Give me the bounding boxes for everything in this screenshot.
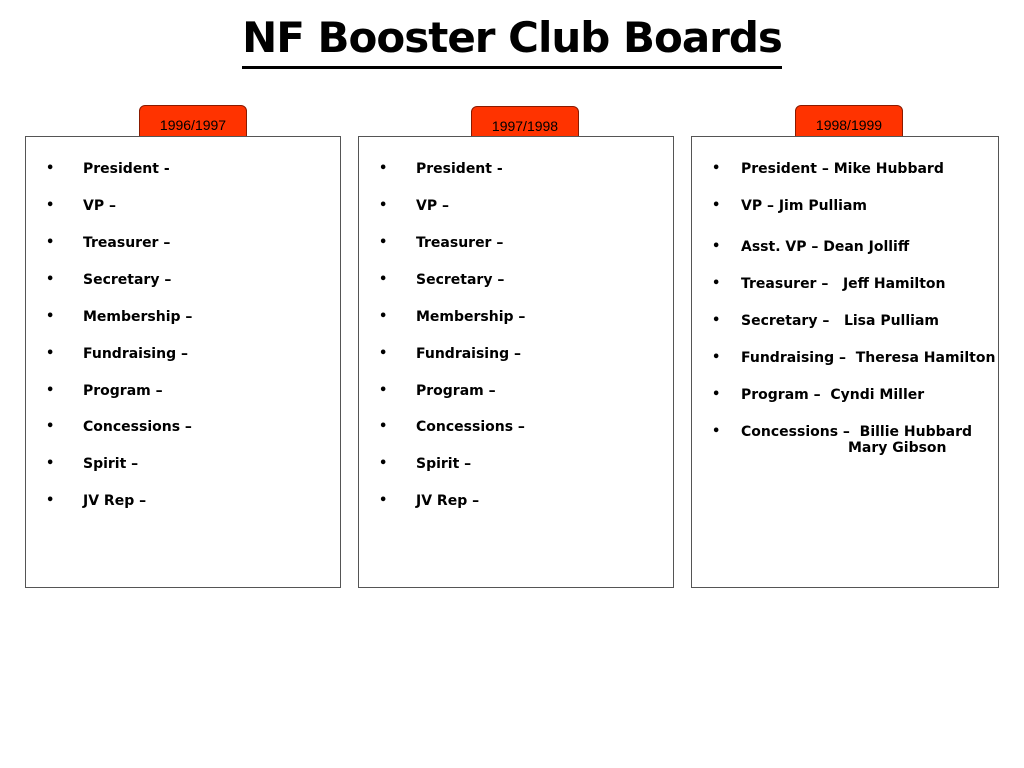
bullet-icon: • xyxy=(46,235,55,250)
bullet-icon: • xyxy=(46,309,55,324)
bullet-icon: • xyxy=(46,456,55,471)
year-label: 1998/1999 xyxy=(815,117,883,133)
bullet-icon: • xyxy=(379,456,388,471)
bullet-icon: • xyxy=(712,198,721,213)
page-title xyxy=(0,10,1024,69)
bullet-icon: • xyxy=(46,161,55,176)
board-panel-1998: • President – Mike Hubbard • VP – Jim Pulliam • Asst. VP – Dean Jolliff • Treasurer – Jeff Hamilton • Secretary – Lisa Pulliam • Fundraising – Theresa Hamilton • Program – Cyndi Miller • Concessions – Billie Hubbard Mary Gibson xyxy=(691,136,999,588)
title-text: NF Booster Club Boards xyxy=(242,10,782,69)
bullet-icon: • xyxy=(379,235,388,250)
bullet-icon: • xyxy=(379,161,388,176)
year-label: 1996/1997 xyxy=(159,117,227,133)
bullet-icon: • xyxy=(712,276,721,291)
bullet-icon: • xyxy=(379,309,388,324)
bullet-icon: • xyxy=(712,313,721,328)
bullet-icon: • xyxy=(46,383,55,398)
bullet-icon: • xyxy=(712,239,721,254)
bullet-icon: • xyxy=(46,346,55,361)
bullet-icon: • xyxy=(379,272,388,287)
bullet-icon: • xyxy=(712,161,721,176)
bullet-icon: • xyxy=(379,383,388,398)
bullet-icon: • xyxy=(46,198,55,213)
year-label: 1997/1998 xyxy=(491,118,559,134)
bullet-icon: • xyxy=(712,424,721,439)
bullet-icon: • xyxy=(712,387,721,402)
bullet-icon: • xyxy=(46,272,55,287)
bullet-icon: • xyxy=(379,493,388,508)
board-panel-1996: • President - • VP – • Treasurer – • Secretary – • Membership – • Fundraising – • Program – • Concessions – • Spirit – • JV Rep – xyxy=(25,136,341,588)
bullet-icon: • xyxy=(379,346,388,361)
bullet-icon: • xyxy=(712,350,721,365)
bullet-icon: • xyxy=(379,419,388,434)
board-panel-1997: • President - • VP – • Treasurer – • Secretary – • Membership – • Fundraising – • Program – • Concessions – • Spirit – • JV Rep – xyxy=(358,136,674,588)
bullet-icon: • xyxy=(46,493,55,508)
bullet-icon: • xyxy=(379,198,388,213)
bullet-icon: • xyxy=(46,419,55,434)
